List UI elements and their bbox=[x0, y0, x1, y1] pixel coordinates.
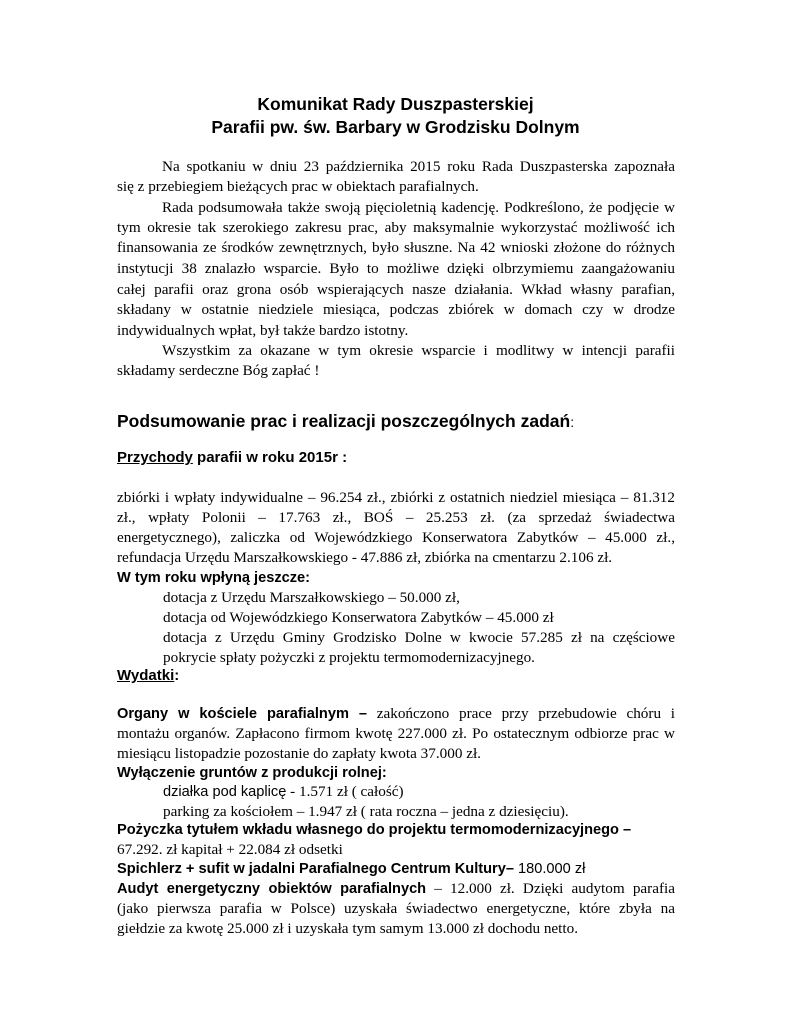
intro-paragraph-2-line-4: instytucji 38 znalazło wsparcie. Było to możliwe dzięki olbrzymiemu zaangażowaniu bbox=[117, 260, 675, 277]
pending-item-3-line-2: pokrycie spłaty pożyczki z projektu termomodernizacyjnego. bbox=[163, 649, 535, 666]
intro-paragraph-1-line-1: Na spotkaniu w dniu 23 października 2015 roku Rada Duszpasterska zapoznała bbox=[162, 158, 675, 175]
income-heading-rest: parafii w roku 2015r : bbox=[192, 449, 348, 466]
intro-paragraph-2-line-7: indywidualnych wpłat, był także bardzo istotny. bbox=[117, 322, 409, 339]
intro-paragraph-2-line-3: finansowania ze środków zewnętrznych, było słuszne. Na 42 wnioski złożone do różnych bbox=[117, 239, 675, 256]
income-heading bbox=[117, 449, 347, 466]
land-item-1 bbox=[163, 782, 675, 802]
organs-line-3: miesiącu listopadzie pozostanie do zapłaty kwota 37.000 zł. bbox=[117, 745, 481, 762]
audit-line-3: giełdzie za kwotę 25.000 zł i uzyskała tym samym 13.000 zł dochodu netto. bbox=[117, 920, 579, 937]
intro-paragraph-2-line-5: całej parafii oraz grona osób wspierających nasze działania. Wkład własny parafian, bbox=[117, 281, 675, 298]
organs-line-2: montażu organów. Zapłacono firmom kwotę 227.000 zł. Po ostatecznym odbiorze prac w bbox=[117, 725, 675, 742]
intro-paragraph-3-line-2: składamy serdeczne Bóg zapłać ! bbox=[117, 362, 320, 379]
pending-item-2: dotacja od Wojewódzkiego Konserwatora Zabytków – 45.000 zł bbox=[163, 609, 554, 626]
audit-text-1: – 12.000 zł. Dzięki audytom parafia bbox=[426, 880, 675, 897]
intro-paragraph-2-line-2: tym okresie tak szerokiego zakresu prac, aby maksymalnie wykorzystać możliwość ich bbox=[117, 219, 675, 236]
granary-line bbox=[117, 859, 675, 879]
intro-paragraph-2-line-1: Rada podsumowała także swoją pięcioletnią kadencję. Podkreślono, że podjęcie w bbox=[162, 199, 675, 216]
granary-label: Spichlerz + sufit w jadalni Parafialnego Centrum Kultury– bbox=[117, 861, 514, 877]
document-title-line1: Komunikat Rady Duszpasterskiej bbox=[257, 94, 534, 114]
land-item-1-label: działka pod kaplicę bbox=[163, 784, 287, 800]
organs-line-1 bbox=[117, 704, 675, 724]
land-item-1-amount: - 1.571 zł ( całość) bbox=[286, 783, 404, 800]
pending-heading-text: W tym roku wpłyną jeszcze: bbox=[117, 570, 311, 586]
intro-paragraph-3-line-1: Wszystkim za okazane w tym okresie wsparcie i modlitwy w intencji parafii bbox=[162, 342, 675, 359]
summary-heading bbox=[117, 411, 574, 432]
organs-text-1: zakończono prace przy przebudowie chóru i bbox=[367, 705, 675, 722]
intro-paragraph-2-line-6: składany w ostatnie niedziele miesiąca, podczas zbiórek w domach czy w drodze bbox=[117, 301, 675, 318]
pending-heading bbox=[117, 568, 675, 588]
organs-label: Organy w kościele parafialnym – bbox=[117, 706, 368, 722]
land-heading-text: Wyłączenie gruntów z produkcji rolnej: bbox=[117, 765, 387, 781]
income-line-3: energetycznego), zaliczka od Wojewódzkiego Konserwatora Zabytków – 45.000 zł., bbox=[117, 529, 675, 546]
granary-amount: 180.000 zł bbox=[513, 861, 586, 877]
land-item-2: parking za kościołem – 1.947 zł ( rata roczna – jedna z dziesięciu). bbox=[163, 803, 569, 820]
income-line-1: zbiórki i wpłaty indywidualne – 96.254 zł., zbiórki z ostatnich niedziel miesiąca – 81.312 bbox=[117, 489, 675, 506]
pending-item-3-line-1: dotacja z Urzędu Gminy Grodzisko Dolne w kwocie 57.285 zł na częściowe bbox=[163, 629, 675, 646]
audit-line-2: (jako pierwsza parafia w Polsce) uzyskała świadectwo energetyczne, które zbyła na bbox=[117, 900, 675, 917]
summary-heading-text: Podsumowanie prac i realizacji poszczególnych zadań bbox=[117, 411, 571, 431]
land-heading bbox=[117, 763, 675, 783]
loan-line-2: 67.292. zł kapitał + 22.084 zł odsetki bbox=[117, 841, 343, 858]
loan-label: Pożyczka tytułem wkładu własnego do projektu termomodernizacyjnego – bbox=[117, 822, 632, 838]
audit-label: Audyt energetyczny obiektów parafialnych bbox=[117, 881, 427, 897]
expenses-heading-colon: : bbox=[174, 667, 180, 684]
summary-heading-colon: : bbox=[570, 414, 575, 430]
income-heading-underlined: Przychody bbox=[117, 449, 193, 466]
pending-item-1: dotacja z Urzędu Marszałkowskiego – 50.000 zł, bbox=[163, 589, 460, 606]
loan-line-1 bbox=[117, 820, 675, 840]
intro-paragraph-1-line-2: się z przebiegiem bieżących prac w obiektach parafialnych. bbox=[117, 178, 479, 195]
expenses-heading bbox=[117, 667, 179, 684]
income-line-2: zł., wpłaty Polonii – 17.763 zł., BOŚ – 25.253 zł. (za sprzedaż świadectwa bbox=[117, 509, 675, 526]
document-title-line2: Parafii pw. św. Barbary w Grodzisku Dolnym bbox=[211, 117, 580, 137]
audit-line-1 bbox=[117, 879, 675, 899]
expenses-heading-text: Wydatki bbox=[117, 667, 175, 684]
income-line-4: refundacja Urzędu Marszałkowskiego - 47.886 zł, zbiórka na cmentarzu 2.106 zł. bbox=[117, 549, 613, 566]
